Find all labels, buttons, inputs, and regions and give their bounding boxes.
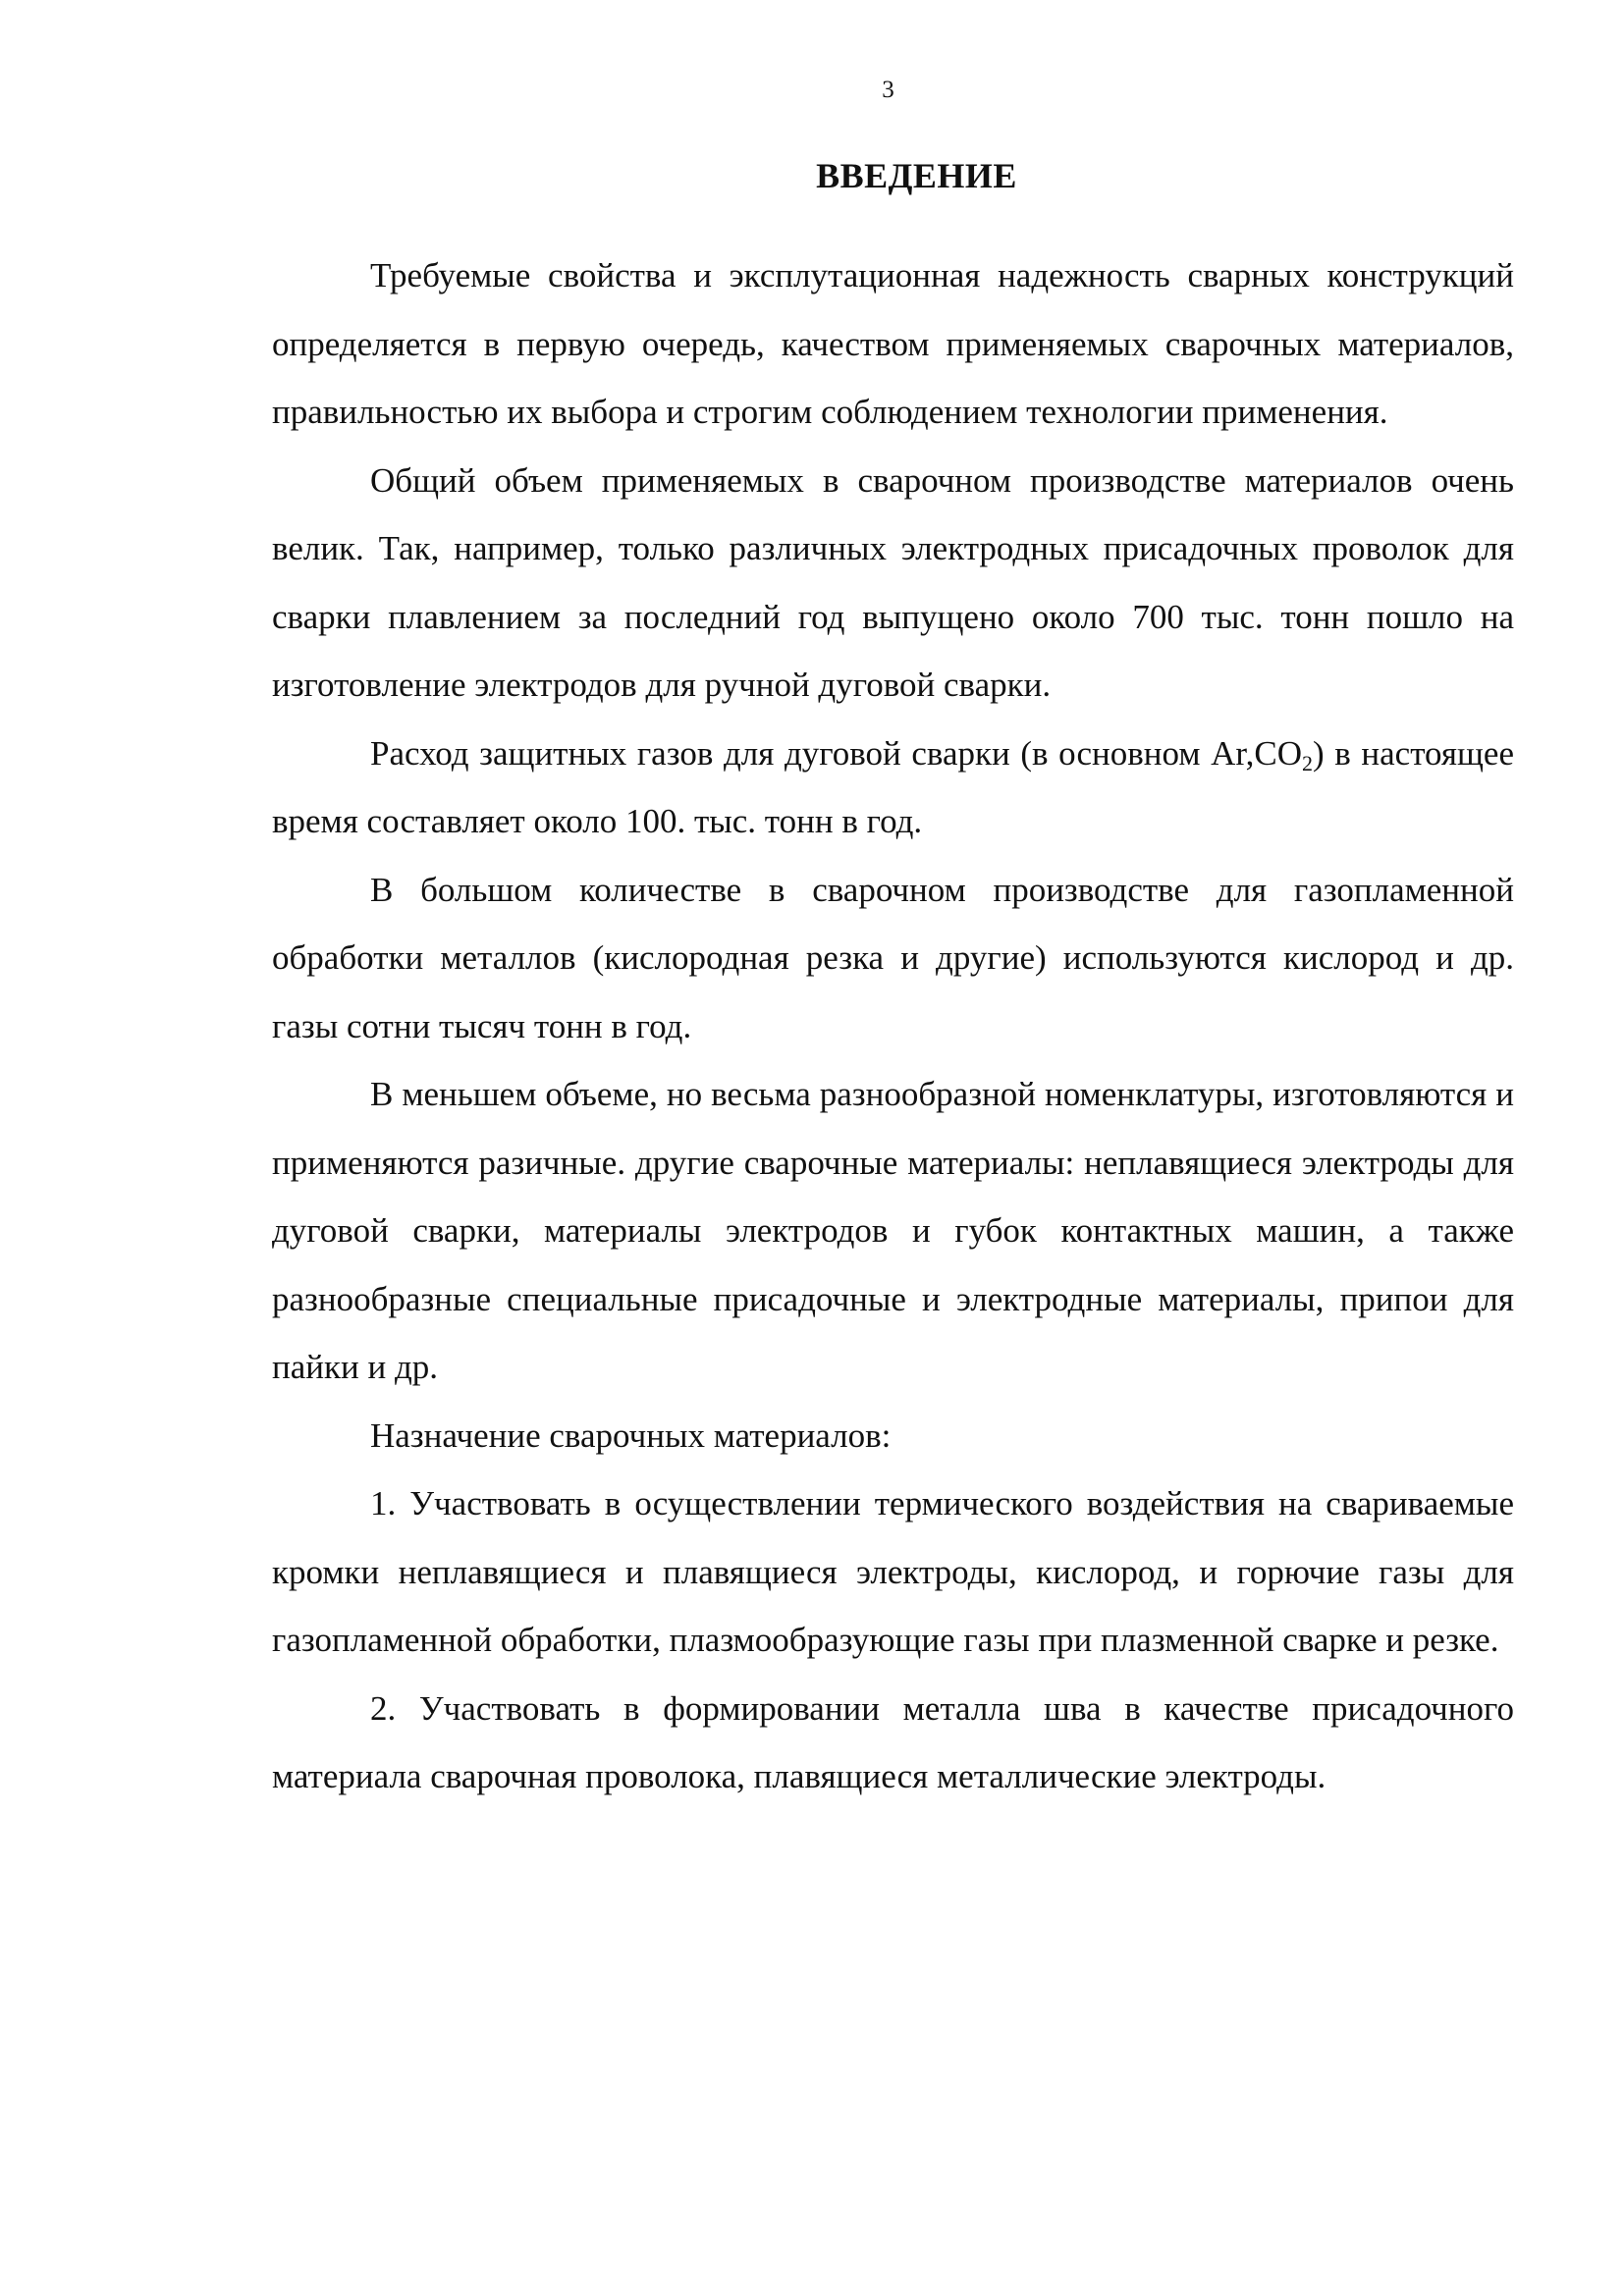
paragraph-quality: Требуемые свойства и эксплутационная надежность сварных конструкций определяется в первую очередь, качеством применяемых сварочных материалов, правильностью их выбора и строгим соблюдением технологии применения. xyxy=(272,256,1514,431)
list-item-2: 2. Участвовать в формировании металла шва в качестве присадочного материала сварочная проволока, плавящиеся металлические электроды. xyxy=(272,1688,1514,1795)
document-body xyxy=(272,241,1514,1811)
page-title: ВВЕДЕНИЕ xyxy=(816,156,1017,195)
list-item-1: 1. Участвовать в осуществлении термического воздействия на свариваемые кромки неплавящиеся и плавящиеся электроды, кислород, и горючие газы для газопламенной обработки, плазмообразующие газы при плазменной сварке и резке. xyxy=(272,1484,1514,1659)
co2-subscript: 2 xyxy=(1302,750,1314,775)
paragraph-shielding-gases-text-after: ) в настоящее время составляет около 100. тыс. тонн в год. xyxy=(272,733,1514,840)
paragraph-shielding-gases xyxy=(272,720,1514,856)
paragraph-purpose-heading: Назначение сварочных материалов: xyxy=(370,1415,892,1455)
page-number: 3 xyxy=(882,77,894,103)
paragraph-shielding-gases-text-before: Расход защитных газов для дуговой сварки (в основном Ar,CO xyxy=(370,733,1303,773)
paragraph-gas-flame: В большом количестве в сварочном производстве для газопламенной обработки металлов (кислородная резка и другие) используются кислород и др. газы сотни тысяч тонн в год. xyxy=(272,870,1514,1045)
paragraph-other-materials: В меньшем объеме, но весьма разнообразной номенклатуры, изготовляются и применяются разичные. другие сварочные материалы: неплавящиеся электроды для дуговой сварки, материалы электродов и губок контактных машин, а также разнообразные специальные присадочные и электродные материалы, припои для пайки и др. xyxy=(272,1075,1514,1386)
paragraph-volume: Общий объем применяемых в сварочном производстве материалов очень велик. Так, например, только различных электродных присадочных проволок для сварки плавлением за последний год выпущено около 700 тыс. тонн пошло на изготовление электродов для ручной дуговой сварки. xyxy=(272,460,1514,704)
